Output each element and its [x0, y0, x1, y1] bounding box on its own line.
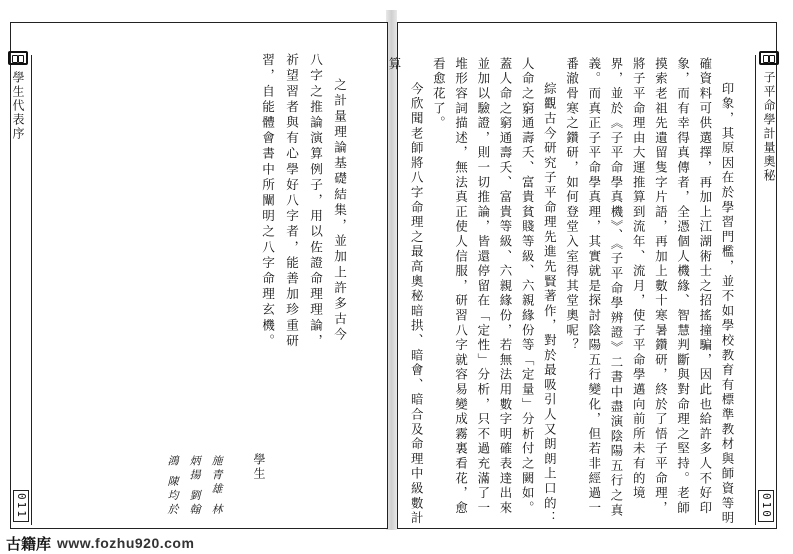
- right-page: [386, 22, 777, 529]
- right-side-rule: [755, 55, 756, 525]
- signature-label: 學生: [252, 453, 266, 481]
- right-page-number: 010: [758, 490, 774, 522]
- book-logo-icon: [8, 51, 28, 65]
- right-body-text: [383, 57, 738, 527]
- watermark: [0, 532, 266, 554]
- book-logo-icon: [759, 51, 779, 65]
- right-paragraph: 印象，其原因在於學習門檻，並不如學校教育有標準教材與師資等明確資料可供選擇，再加上江湖術士之招搖撞騙，因此也給許多人不好印象，而有幸得真傳者，全憑個人機緣、智慧判斷與對命理之堅持。老師摸索老祖先遺留隻字片語，再加上數十寒暑鑽研，終於了悟子平命理，將子平命理由大運推算到流年、流月，使子平命學邁向前所未有的境界，並於《子平命學真機》、《子平命學辨證》二書中盡演陰陽五行之真義。而真正子平命學真理，其實就是探討陰陽五行變化，但若非經過一番澈骨寒之鑽研，如何登堂入室得其堂奧呢？: [564, 57, 735, 526]
- right-side-title: 子平命學計量奧秘: [762, 71, 776, 183]
- left-side-strip: [7, 51, 29, 141]
- left-page-number: 011: [13, 490, 29, 522]
- left-side-title: 學生代表序: [11, 71, 25, 141]
- signature-name: 陳均於: [166, 475, 179, 518]
- left-side-rule: [31, 55, 32, 525]
- left-body-text: [255, 53, 351, 353]
- right-side-strip: [758, 51, 780, 183]
- signature-name: 施青雄: [210, 455, 223, 497]
- signature-name: 劉翰鴻: [166, 455, 201, 518]
- watermark-site-name: 古籍库: [6, 535, 52, 553]
- watermark-url: www.fozhu920.com: [57, 535, 195, 551]
- signature-names: [161, 455, 227, 528]
- left-paragraph: 之計量理論基礎結集，並加上許多古今八字之推論演算例子，用以佐證命理理論，祈望習者與有心學好八字者，能善加珍重研習，自能體會書中所闡明之八字命理玄機。: [260, 53, 347, 350]
- left-page: [10, 22, 388, 529]
- signature-name: 林炳揚: [188, 455, 223, 518]
- right-paragraph: 綜觀古今研究子平命理先進先賢著作，對於最吸引人又朗朗上口的：人命之窮通壽夭、富貴貧賤等級、六親緣份等「定量」分析付之闕如。蓋人命之窮通壽夭、富貴等級、六親緣份，若無法用數字明確表達出來並加以驗證，則一切推論，皆還停留在「定性」分析，只不過充滿了一堆形容詞描述，無法真正使人信服，研習八字就容易變成霧裏看花，愈看愈花了。: [431, 57, 558, 526]
- right-paragraph: 今欣聞老師將八字命理之最高奧秘暗拱、暗會、暗合及命理中級數計算: [386, 57, 425, 526]
